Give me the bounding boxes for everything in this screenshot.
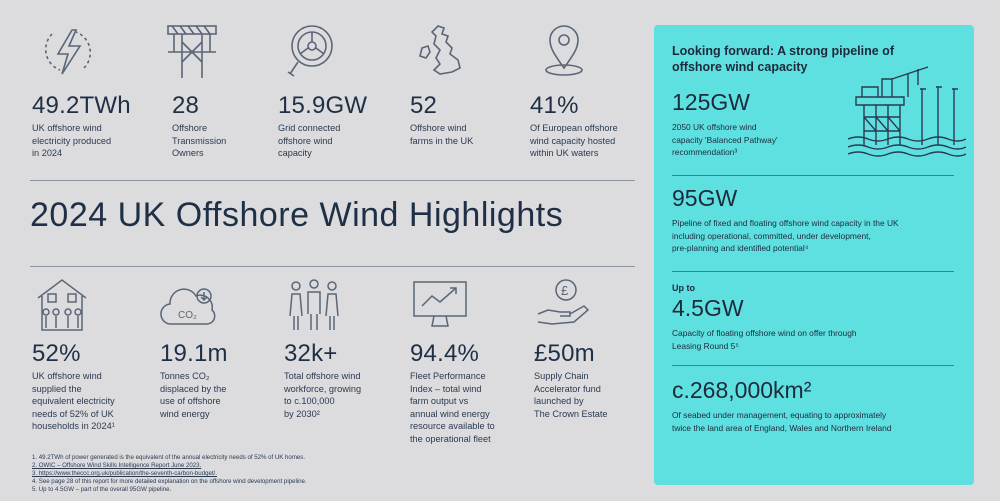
co2-cloud-icon — [158, 276, 218, 334]
panel-heading: Looking forward: A strong pipeline of offshore wind capacity — [672, 44, 894, 74]
pipeline-desc-line: 2050 UK offshore wind — [672, 122, 757, 132]
stat-desc-line: within UK waters — [530, 148, 599, 159]
pipeline-description — [672, 409, 891, 434]
stat-wind-farms — [410, 92, 473, 147]
pipeline-desc-line: twice the land area of England, Wales and Northern Ireland — [672, 422, 892, 433]
stat-desc-line: use of offshore — [160, 396, 221, 407]
stat-desc-line: Grid connected — [278, 123, 341, 133]
stat-value: 19.1m — [160, 340, 228, 367]
stat-desc-line: resource available to — [410, 421, 495, 432]
stat-description — [534, 370, 608, 420]
transmission-tower-icon — [162, 22, 222, 80]
uk-map-icon — [410, 22, 470, 80]
stat-desc-line: Index – total wind — [410, 383, 482, 394]
stat-description — [32, 370, 115, 433]
stat-desc-line: workforce, growing — [284, 383, 362, 394]
footnote: 4. See page 28 of this report for more detailed explanation on the offshore wind development pipeline. — [32, 478, 307, 485]
pipeline-description — [672, 217, 899, 255]
stat-value: 41% — [530, 92, 579, 119]
pipeline-desc-line: Capacity of floating offshore wind on offer through — [672, 328, 857, 338]
stat-desc-line: farms in the UK — [410, 135, 474, 146]
stat-supply-chain-fund — [534, 340, 608, 420]
stat-value: 52 — [410, 92, 438, 119]
stat-description — [410, 122, 473, 147]
divider — [30, 180, 635, 181]
stat-value: 32k+ — [284, 340, 338, 367]
pipeline-description — [672, 121, 778, 159]
footnote[interactable]: 2. OWIC – Offshore Wind Skills Intelligence Report June 2023. — [32, 462, 202, 469]
stat-desc-line: The Crown Estate — [534, 408, 608, 419]
stat-desc-line: by 2030² — [284, 408, 320, 419]
stat-desc-line: Of European offshore — [530, 123, 618, 133]
stat-desc-line: Accelerator fund — [534, 383, 601, 394]
footnotes — [32, 454, 452, 494]
lightning-icon — [38, 22, 98, 80]
grid-connection-icon — [282, 22, 342, 80]
stat-description — [284, 370, 361, 420]
stat-desc-line: households in 2024¹ — [32, 421, 115, 432]
stat-electricity — [32, 92, 131, 160]
divider — [672, 271, 954, 272]
stat-desc-line: Offshore wind — [410, 123, 467, 133]
stat-desc-line: offshore wind — [278, 135, 333, 146]
pipeline-description — [672, 327, 857, 352]
pipeline-value: 95GW — [672, 185, 738, 211]
pipeline-prefix: Up to — [672, 283, 695, 293]
pipeline-desc-line: recommendation³ — [672, 147, 738, 157]
pipeline-value: 125GW — [672, 89, 750, 115]
stat-fleet-performance — [410, 340, 495, 446]
pipeline-desc-line: pre-planning and identified potential⁴ — [672, 243, 809, 253]
stat-desc-line: electricity produced — [32, 135, 112, 146]
stat-desc-line: Owners — [172, 148, 204, 159]
stat-desc-line: needs of 52% of UK — [32, 408, 114, 419]
stat-desc-line: UK offshore wind — [32, 371, 102, 381]
stat-desc-line: Supply Chain — [534, 371, 589, 381]
stat-transmission-owners — [172, 92, 226, 160]
svg-text:£: £ — [561, 283, 569, 298]
stat-desc-line: the operational fleet — [410, 433, 491, 444]
footnote: 5. Up to 4.5GW – part of the overall 95GW pipeline. — [32, 486, 172, 493]
divider — [30, 266, 635, 267]
footnote: 1. 49.2TWh of power generated is the equivalent of the annual electricity needs of 52% of UK homes. — [32, 454, 306, 461]
offshore-platform-icon — [848, 65, 966, 157]
stat-desc-line: in 2024 — [32, 148, 63, 159]
svg-text:CO₂: CO₂ — [178, 310, 197, 321]
stat-grid-capacity — [278, 92, 367, 160]
stat-desc-line: wind energy — [160, 408, 210, 419]
stat-description — [410, 370, 495, 446]
stat-desc-line: Offshore — [172, 123, 208, 133]
location-pin-icon — [534, 22, 594, 80]
pipeline-desc-line: Leasing Round 5⁵ — [672, 340, 739, 351]
stat-desc-line: displaced by the — [160, 383, 227, 394]
pipeline-value: c.268,000km² — [672, 377, 812, 403]
stat-description — [530, 122, 618, 160]
footnote[interactable]: 3. https://www.theccc.org.uk/publication/the-seventh-carbon-budget/. — [32, 470, 217, 477]
stat-value: 49.2TWh — [32, 92, 131, 119]
workforce-icon — [284, 276, 344, 334]
stat-desc-line: UK offshore wind — [32, 123, 102, 133]
stat-co2 — [160, 340, 228, 420]
stat-desc-line: supplied the — [32, 383, 82, 394]
pipeline-desc-line: Of seabed under management, equating to approximately — [672, 410, 887, 420]
stat-description — [172, 122, 226, 160]
stat-description — [160, 370, 228, 420]
stat-desc-line: Transmission — [172, 135, 227, 146]
stat-desc-line: annual wind energy — [410, 408, 490, 419]
stat-description — [278, 122, 367, 160]
stat-desc-line: Fleet Performance — [410, 371, 486, 381]
performance-monitor-icon — [410, 276, 470, 334]
stat-desc-line: Total offshore wind — [284, 371, 361, 381]
pipeline-desc-line: capacity 'Balanced Pathway' — [672, 134, 778, 145]
stat-desc-line: Tonnes CO₂ — [160, 371, 210, 381]
stat-value: £50m — [534, 340, 595, 367]
stat-value: 94.4% — [410, 340, 480, 367]
pound-hand-icon — [534, 276, 594, 334]
stat-desc-line: wind capacity hosted — [530, 135, 616, 146]
households-icon — [32, 276, 92, 334]
stat-households — [32, 340, 115, 433]
pipeline-value: 4.5GW — [672, 295, 744, 321]
stat-european-share — [530, 92, 618, 160]
pipeline-desc-line: Pipeline of fixed and floating offshore wind capacity in the UK — [672, 218, 899, 228]
stat-description — [32, 122, 131, 160]
page-title: 2024 UK Offshore Wind Highlights — [30, 196, 564, 234]
stat-desc-line: capacity — [278, 148, 312, 159]
divider — [672, 365, 954, 366]
stat-desc-line: to c.100,000 — [284, 396, 335, 407]
stat-desc-line: equivalent electricity — [32, 396, 115, 407]
stat-desc-line: launched by — [534, 396, 584, 407]
divider — [672, 175, 954, 176]
stat-workforce — [284, 340, 361, 420]
stat-value: 15.9GW — [278, 92, 368, 119]
stat-desc-line: farm output vs — [410, 396, 469, 407]
stat-value: 28 — [172, 92, 200, 119]
stat-value: 52% — [32, 340, 81, 367]
pipeline-desc-line: including operational, committed, under development, — [672, 230, 871, 241]
